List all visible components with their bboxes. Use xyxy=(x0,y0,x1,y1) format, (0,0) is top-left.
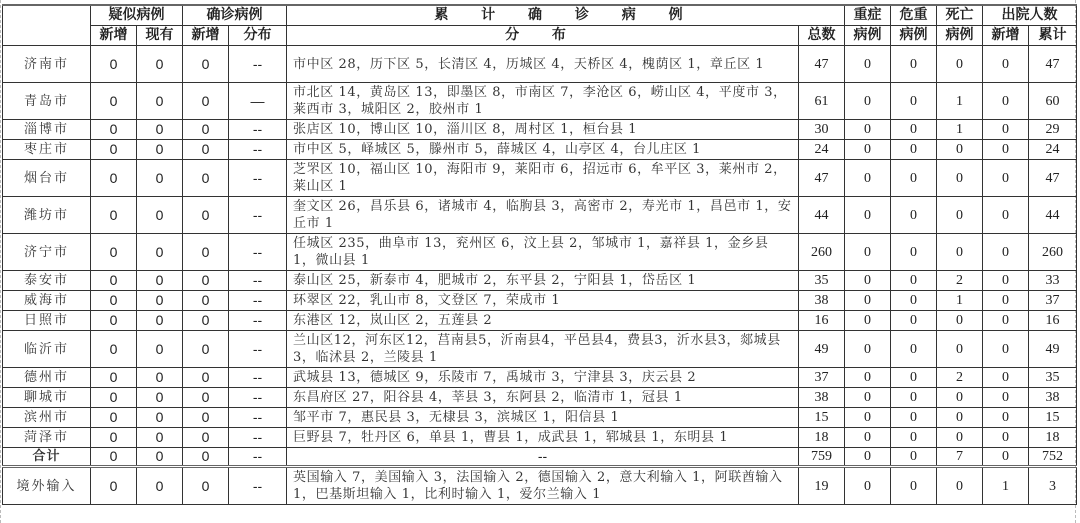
death-cases: 1 xyxy=(937,83,983,120)
critical-cases: 0 xyxy=(891,448,937,467)
severe-cases: 0 xyxy=(845,46,891,83)
discharged-new: 1 xyxy=(983,467,1029,505)
header-city-blank xyxy=(3,5,91,46)
cumulative-total: 47 xyxy=(799,160,845,197)
confirmed-new: 0 xyxy=(183,83,229,120)
city-name: 日照市 xyxy=(3,311,91,331)
header-cumulative: 累 计 确 诊 病 例 xyxy=(287,5,845,26)
death-cases: 0 xyxy=(937,428,983,448)
discharged-new: 0 xyxy=(983,408,1029,428)
city-name: 临沂市 xyxy=(3,331,91,368)
cumulative-total: 16 xyxy=(799,311,845,331)
confirmed-new: 0 xyxy=(183,448,229,467)
suspected-current: 0 xyxy=(137,120,183,140)
cumulative-distribution: 泰山区 25，新泰市 4，肥城市 2，东平县 2，宁阳县 1，岱岳区 1 xyxy=(287,271,799,291)
table-row xyxy=(3,428,1077,448)
cumulative-total: 759 xyxy=(799,448,845,467)
discharged-new: 0 xyxy=(983,120,1029,140)
confirmed-new: 0 xyxy=(183,388,229,408)
discharged-total: 44 xyxy=(1029,197,1077,234)
critical-cases: 0 xyxy=(891,83,937,120)
discharged-new: 0 xyxy=(983,271,1029,291)
city-name: 滨州市 xyxy=(3,408,91,428)
table-row xyxy=(3,83,1077,120)
cumulative-total: 44 xyxy=(799,197,845,234)
confirmed-distribution: -- xyxy=(229,271,287,291)
severe-cases: 0 xyxy=(845,448,891,467)
severe-cases: 0 xyxy=(845,428,891,448)
suspected-current: 0 xyxy=(137,140,183,160)
suspected-new: 0 xyxy=(91,428,137,448)
table-row xyxy=(3,331,1077,368)
cumulative-total: 49 xyxy=(799,331,845,368)
confirmed-distribution: -- xyxy=(229,120,287,140)
confirmed-new: 0 xyxy=(183,428,229,448)
severe-cases: 0 xyxy=(845,234,891,271)
discharged-total: 260 xyxy=(1029,234,1077,271)
header-confirmed-new: 新增 xyxy=(183,26,229,46)
city-name: 青岛市 xyxy=(3,83,91,120)
city-name: 境外输入 xyxy=(3,467,91,505)
severe-cases: 0 xyxy=(845,408,891,428)
severe-cases: 0 xyxy=(845,140,891,160)
critical-cases: 0 xyxy=(891,428,937,448)
header-discharged-new: 新增 xyxy=(983,26,1029,46)
city-name: 淄博市 xyxy=(3,120,91,140)
suspected-current: 0 xyxy=(137,388,183,408)
suspected-current: 0 xyxy=(137,234,183,271)
cumulative-distribution: -- xyxy=(287,448,799,467)
suspected-new: 0 xyxy=(91,120,137,140)
discharged-total: 16 xyxy=(1029,311,1077,331)
suspected-new: 0 xyxy=(91,388,137,408)
discharged-total: 47 xyxy=(1029,160,1077,197)
suspected-new: 0 xyxy=(91,331,137,368)
total-row xyxy=(3,448,1077,467)
cumulative-total: 260 xyxy=(799,234,845,271)
confirmed-distribution: -- xyxy=(229,448,287,467)
header-suspected: 疑似病例 xyxy=(91,5,183,26)
city-name: 菏泽市 xyxy=(3,428,91,448)
death-cases: 0 xyxy=(937,160,983,197)
city-name: 聊城市 xyxy=(3,388,91,408)
discharged-total: 3 xyxy=(1029,467,1077,505)
critical-cases: 0 xyxy=(891,234,937,271)
confirmed-new: 0 xyxy=(183,160,229,197)
suspected-new: 0 xyxy=(91,46,137,83)
cumulative-total: 15 xyxy=(799,408,845,428)
cumulative-distribution: 市北区 14，黄岛区 13，即墨区 8，市南区 7，李沧区 6，崂山区 4，平度市 3，莱西市 3，城阳区 2，胶州市 1 xyxy=(287,83,799,120)
severe-cases: 0 xyxy=(845,331,891,368)
critical-cases: 0 xyxy=(891,197,937,234)
cumulative-total: 47 xyxy=(799,46,845,83)
discharged-total: 35 xyxy=(1029,368,1077,388)
confirmed-new: 0 xyxy=(183,46,229,83)
suspected-current: 0 xyxy=(137,197,183,234)
table-row xyxy=(3,291,1077,311)
cumulative-total: 37 xyxy=(799,368,845,388)
suspected-new: 0 xyxy=(91,197,137,234)
discharged-new: 0 xyxy=(983,388,1029,408)
severe-cases: 0 xyxy=(845,388,891,408)
death-cases: 0 xyxy=(937,467,983,505)
table-row xyxy=(3,120,1077,140)
discharged-total: 752 xyxy=(1029,448,1077,467)
suspected-current: 0 xyxy=(137,368,183,388)
suspected-new: 0 xyxy=(91,311,137,331)
overseas-row xyxy=(3,467,1077,505)
severe-cases: 0 xyxy=(845,291,891,311)
critical-cases: 0 xyxy=(891,368,937,388)
cumulative-total: 30 xyxy=(799,120,845,140)
confirmed-distribution: -- xyxy=(229,291,287,311)
confirmed-new: 0 xyxy=(183,197,229,234)
city-name: 泰安市 xyxy=(3,271,91,291)
confirmed-distribution: -- xyxy=(229,388,287,408)
suspected-current: 0 xyxy=(137,160,183,197)
discharged-total: 47 xyxy=(1029,46,1077,83)
cumulative-distribution: 巨野县 7，牡丹区 6，单县 1，曹县 1，成武县 1，郓城县 1，东明县 1 xyxy=(287,428,799,448)
critical-cases: 0 xyxy=(891,160,937,197)
discharged-new: 0 xyxy=(983,234,1029,271)
discharged-total: 33 xyxy=(1029,271,1077,291)
severe-cases: 0 xyxy=(845,197,891,234)
table-header xyxy=(3,5,1077,46)
cumulative-distribution: 邹平市 7，惠民县 3，无棣县 3，滨城区 1，阳信县 1 xyxy=(287,408,799,428)
confirmed-new: 0 xyxy=(183,140,229,160)
discharged-new: 0 xyxy=(983,448,1029,467)
cumulative-distribution: 奎文区 26，昌乐县 6，诸城市 4，临朐县 3，高密市 2，寿光市 1，昌邑市 1，安丘市 1 xyxy=(287,197,799,234)
discharged-new: 0 xyxy=(983,197,1029,234)
discharged-new: 0 xyxy=(983,140,1029,160)
death-cases: 0 xyxy=(937,197,983,234)
critical-cases: 0 xyxy=(891,46,937,83)
severe-cases: 0 xyxy=(845,467,891,505)
death-cases: 0 xyxy=(937,388,983,408)
confirmed-distribution: -- xyxy=(229,368,287,388)
confirmed-new: 0 xyxy=(183,234,229,271)
confirmed-new: 0 xyxy=(183,408,229,428)
cumulative-distribution: 环翠区 22，乳山市 8，文登区 7，荣成市 1 xyxy=(287,291,799,311)
severe-cases: 0 xyxy=(845,120,891,140)
table-row xyxy=(3,140,1077,160)
confirmed-new: 0 xyxy=(183,331,229,368)
severe-cases: 0 xyxy=(845,311,891,331)
suspected-current: 0 xyxy=(137,448,183,467)
suspected-current: 0 xyxy=(137,271,183,291)
discharged-total: 24 xyxy=(1029,140,1077,160)
table-row xyxy=(3,311,1077,331)
death-cases: 7 xyxy=(937,448,983,467)
critical-cases: 0 xyxy=(891,467,937,505)
confirmed-new: 0 xyxy=(183,467,229,505)
city-name: 合计 xyxy=(3,448,91,467)
death-cases: 0 xyxy=(937,408,983,428)
header-total: 总数 xyxy=(799,26,845,46)
cumulative-distribution: 市中区 5，峄城区 5，滕州市 5，薛城区 4，山亭区 4，台儿庄区 1 xyxy=(287,140,799,160)
suspected-new: 0 xyxy=(91,271,137,291)
discharged-total: 60 xyxy=(1029,83,1077,120)
critical-cases: 0 xyxy=(891,271,937,291)
confirmed-distribution: — xyxy=(229,83,287,120)
cumulative-distribution: 任城区 235，曲阜市 13，兖州区 6，汶上县 2，邹城市 1，嘉祥县 1，金乡县 1，微山县 1 xyxy=(287,234,799,271)
suspected-current: 0 xyxy=(137,428,183,448)
severe-cases: 0 xyxy=(845,160,891,197)
suspected-new: 0 xyxy=(91,140,137,160)
cumulative-distribution: 芝罘区 10，福山区 10，海阳市 9，莱阳市 6，招远市 6，牟平区 3，莱州市 2，莱山区 1 xyxy=(287,160,799,197)
suspected-current: 0 xyxy=(137,291,183,311)
city-name: 烟台市 xyxy=(3,160,91,197)
city-name: 济南市 xyxy=(3,46,91,83)
discharged-total: 37 xyxy=(1029,291,1077,311)
cumulative-distribution: 东港区 12，岚山区 2，五莲县 2 xyxy=(287,311,799,331)
death-cases: 1 xyxy=(937,291,983,311)
table-body xyxy=(3,46,1077,505)
table-row xyxy=(3,408,1077,428)
suspected-current: 0 xyxy=(137,83,183,120)
critical-cases: 0 xyxy=(891,331,937,368)
cumulative-distribution: 市中区 28，历下区 5，长清区 4，历城区 4，天桥区 4，槐荫区 1，章丘区 1 xyxy=(287,46,799,83)
cumulative-total: 35 xyxy=(799,271,845,291)
cumulative-total: 19 xyxy=(799,467,845,505)
suspected-new: 0 xyxy=(91,234,137,271)
severe-cases: 0 xyxy=(845,271,891,291)
confirmed-distribution: -- xyxy=(229,197,287,234)
critical-cases: 0 xyxy=(891,291,937,311)
discharged-total: 49 xyxy=(1029,331,1077,368)
city-name: 德州市 xyxy=(3,368,91,388)
suspected-new: 0 xyxy=(91,160,137,197)
cumulative-distribution: 兰山区12，河东区12，莒南县5，沂南县4，平邑县4，费县3，沂水县3，郯城县 3，临沭县 2，兰陵县 1 xyxy=(287,331,799,368)
confirmed-new: 0 xyxy=(183,311,229,331)
confirmed-distribution: -- xyxy=(229,467,287,505)
table-row xyxy=(3,197,1077,234)
death-cases: 0 xyxy=(937,46,983,83)
severe-cases: 0 xyxy=(845,83,891,120)
suspected-current: 0 xyxy=(137,311,183,331)
suspected-new: 0 xyxy=(91,408,137,428)
city-name: 威海市 xyxy=(3,291,91,311)
table-row xyxy=(3,46,1077,83)
table-row xyxy=(3,234,1077,271)
confirmed-distribution: -- xyxy=(229,46,287,83)
discharged-new: 0 xyxy=(983,83,1029,120)
suspected-new: 0 xyxy=(91,467,137,505)
suspected-new: 0 xyxy=(91,83,137,120)
death-cases: 0 xyxy=(937,234,983,271)
cumulative-distribution: 英国输入 7，美国输入 3，法国输入 2，德国输入 2，意大利输入 1，阿联酋输入 1，巴基斯坦输入 1，比利时输入 1，爱尔兰输入 1 xyxy=(287,467,799,505)
confirmed-distribution: -- xyxy=(229,160,287,197)
confirmed-new: 0 xyxy=(183,120,229,140)
confirmed-distribution: -- xyxy=(229,311,287,331)
suspected-new: 0 xyxy=(91,448,137,467)
city-name: 枣庄市 xyxy=(3,140,91,160)
table-row xyxy=(3,271,1077,291)
death-cases: 2 xyxy=(937,368,983,388)
suspected-current: 0 xyxy=(137,46,183,83)
confirmed-distribution: -- xyxy=(229,428,287,448)
confirmed-new: 0 xyxy=(183,368,229,388)
discharged-new: 0 xyxy=(983,160,1029,197)
discharged-new: 0 xyxy=(983,428,1029,448)
confirmed-new: 0 xyxy=(183,291,229,311)
table-row xyxy=(3,368,1077,388)
death-cases: 0 xyxy=(937,140,983,160)
cumulative-distribution: 武城县 13，德城区 9，乐陵市 7，禹城市 3，宁津县 3，庆云县 2 xyxy=(287,368,799,388)
critical-cases: 0 xyxy=(891,120,937,140)
header-death-top: 死亡 xyxy=(937,5,983,26)
discharged-new: 0 xyxy=(983,46,1029,83)
header-severe-top: 重症 xyxy=(845,5,891,26)
header-discharged: 出院人数 xyxy=(983,5,1077,26)
table-row xyxy=(3,388,1077,408)
header-death-bottom: 病例 xyxy=(937,26,983,46)
discharged-total: 18 xyxy=(1029,428,1077,448)
header-critical-bottom: 病例 xyxy=(891,26,937,46)
critical-cases: 0 xyxy=(891,408,937,428)
confirmed-distribution: -- xyxy=(229,408,287,428)
header-confirmed: 确诊病例 xyxy=(183,5,287,26)
header-suspected-new: 新增 xyxy=(91,26,137,46)
death-cases: 0 xyxy=(937,331,983,368)
discharged-new: 0 xyxy=(983,331,1029,368)
city-name: 潍坊市 xyxy=(3,197,91,234)
header-discharged-total: 累计 xyxy=(1029,26,1077,46)
header-severe-bottom: 病例 xyxy=(845,26,891,46)
cumulative-total: 38 xyxy=(799,388,845,408)
header-cumulative-distribution: 分 布 xyxy=(287,26,799,46)
covid-case-table xyxy=(2,4,1077,505)
discharged-new: 0 xyxy=(983,291,1029,311)
cumulative-total: 38 xyxy=(799,291,845,311)
confirmed-new: 0 xyxy=(183,271,229,291)
death-cases: 1 xyxy=(937,120,983,140)
city-name: 济宁市 xyxy=(3,234,91,271)
header-confirmed-distribution: 分布 xyxy=(229,26,287,46)
suspected-current: 0 xyxy=(137,331,183,368)
critical-cases: 0 xyxy=(891,311,937,331)
suspected-current: 0 xyxy=(137,408,183,428)
cumulative-total: 24 xyxy=(799,140,845,160)
header-suspected-current: 现有 xyxy=(137,26,183,46)
death-cases: 2 xyxy=(937,271,983,291)
suspected-new: 0 xyxy=(91,368,137,388)
severe-cases: 0 xyxy=(845,368,891,388)
suspected-current: 0 xyxy=(137,467,183,505)
critical-cases: 0 xyxy=(891,388,937,408)
cumulative-total: 18 xyxy=(799,428,845,448)
cumulative-total: 61 xyxy=(799,83,845,120)
confirmed-distribution: -- xyxy=(229,331,287,368)
critical-cases: 0 xyxy=(891,140,937,160)
confirmed-distribution: -- xyxy=(229,140,287,160)
death-cases: 0 xyxy=(937,311,983,331)
discharged-new: 0 xyxy=(983,368,1029,388)
cumulative-distribution: 张店区 10，博山区 10，淄川区 8，周村区 1，桓台县 1 xyxy=(287,120,799,140)
confirmed-distribution: -- xyxy=(229,234,287,271)
cumulative-distribution: 东昌府区 27，阳谷县 4，莘县 3，东阿县 2，临清市 1，冠县 1 xyxy=(287,388,799,408)
discharged-total: 29 xyxy=(1029,120,1077,140)
discharged-new: 0 xyxy=(983,311,1029,331)
discharged-total: 38 xyxy=(1029,388,1077,408)
discharged-total: 15 xyxy=(1029,408,1077,428)
table-row xyxy=(3,160,1077,197)
header-critical-top: 危重 xyxy=(891,5,937,26)
suspected-new: 0 xyxy=(91,291,137,311)
